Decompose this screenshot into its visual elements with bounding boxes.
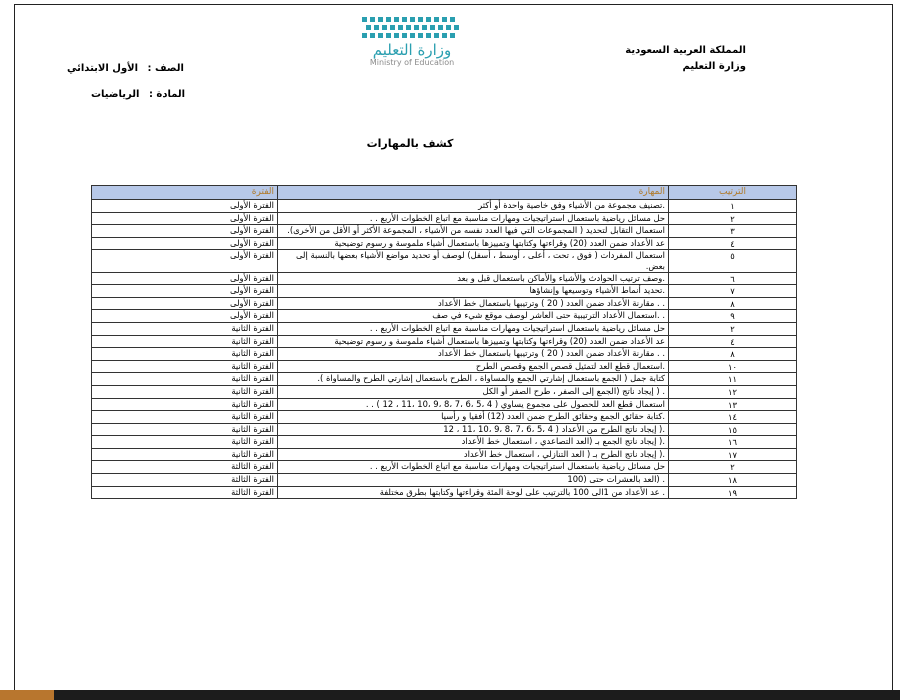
table-row — [92, 461, 797, 474]
row-period-cell: الفترة الثانية — [92, 373, 278, 386]
row-skill-cell: . ( إيجاد ناتج (الجمع إلى الصفر ، طرح الصفر أو الكل — [278, 385, 669, 398]
table-body — [92, 200, 797, 499]
page-title: كشف بالمهارات — [366, 137, 454, 150]
ministry-name: وزارة التعليم — [682, 61, 746, 72]
grade-value: الأول الابتدائي — [67, 63, 139, 74]
row-order-cell: ١٤ — [669, 411, 797, 424]
row-skill-cell: .تحديد أنماط الأشياء وتوسيعها وإنشاؤها — [278, 285, 669, 298]
ministry-logo — [337, 15, 487, 75]
row-order-cell: ٢ — [669, 322, 797, 335]
row-order-cell: ١٣ — [669, 398, 797, 411]
table-row — [92, 310, 797, 323]
row-period-cell: الفترة الأولى — [92, 310, 278, 323]
document-page — [14, 4, 893, 692]
logo-english-name: Ministry of Education — [369, 58, 455, 67]
row-skill-cell: . عد الأعداد من 1الى 100 بالترتيب على لوحة المئة وقراءتها وكتابتها بطرق مختلفة — [278, 486, 669, 499]
row-skill-cell: . . مقارنة الأعداد ضمن العدد ( 20 ) وترتيبها باستعمال خط الأعداد — [278, 297, 669, 310]
row-period-cell: الفترة الثانية — [92, 411, 278, 424]
row-order-cell: ٤ — [669, 237, 797, 250]
row-skill-cell: .وصف ترتيب الحوادث والأشياء والأماكن باستعمال قبل و بعد — [278, 272, 669, 285]
header-institution — [625, 43, 746, 75]
table-row — [92, 237, 797, 250]
row-skill-cell: استعمال التقابل لتحديد ( المجموعات التي فيها العدد نفسه من الأشياء ، المجموعة الأكثر أو الأقل من الأخرى). — [278, 225, 669, 238]
row-order-cell: ١٧ — [669, 448, 797, 461]
row-skill-cell: كتابة جمل ( الجمع باستعمال إشارتي الجمع والمساواة ، الطرح باستعمال إشارتي الطرح والمساواة ). — [278, 373, 669, 386]
row-order-cell: ١ — [669, 200, 797, 213]
row-period-cell: الفترة الثانية — [92, 423, 278, 436]
row-period-cell: الفترة الأولى — [92, 285, 278, 298]
row-period-cell: الفترة الأولى — [92, 272, 278, 285]
subject-label: المادة : — [148, 89, 186, 100]
row-period-cell: الفترة الثانية — [92, 360, 278, 373]
subject-value: الرياضيات — [91, 89, 140, 100]
row-order-cell: ١٨ — [669, 474, 797, 487]
table-row — [92, 398, 797, 411]
row-period-cell: الفترة الثانية — [92, 348, 278, 361]
row-order-cell: ١٦ — [669, 436, 797, 449]
row-skill-cell: .( إيجاد ناتج الجمع بـ (العد التصاعدي ، استعمال خط الأعداد — [278, 436, 669, 449]
row-order-cell: ٦ — [669, 272, 797, 285]
row-period-cell: الفترة الأولى — [92, 297, 278, 310]
table-row — [92, 385, 797, 398]
row-period-cell: الفترة الثالثة — [92, 461, 278, 474]
table-row — [92, 348, 797, 361]
table-row — [92, 335, 797, 348]
table-row — [92, 423, 797, 436]
row-period-cell: الفترة الأولى — [92, 212, 278, 225]
row-order-cell: ١٩ — [669, 486, 797, 499]
table-row — [92, 448, 797, 461]
row-period-cell: الفترة الثانية — [92, 398, 278, 411]
column-header-order: الترتيب — [669, 186, 797, 200]
row-skill-cell: حل مسائل رياضية باستعمال استراتيجيات ومهارات مناسبة مع اتباع الخطوات الأربع . . — [278, 461, 669, 474]
row-period-cell: الفترة الثالثة — [92, 486, 278, 499]
row-skill-cell: . (العد بالعشرات حتى (100 — [278, 474, 669, 487]
column-header-skill: المهارة — [278, 186, 669, 200]
row-skill-cell: .( إيجاد ناتج الطرح من الأعداد ( 4 ،5 ،6 ،7 ،8 ،9 ،10 ،11 ، 12 — [278, 423, 669, 436]
table-row — [92, 272, 797, 285]
country-name: المملكة العربية السعودية — [625, 45, 746, 56]
row-period-cell: الفترة الأولى — [92, 225, 278, 238]
grade-line — [67, 63, 207, 74]
row-period-cell: الفترة الأولى — [92, 237, 278, 250]
row-order-cell: ١٠ — [669, 360, 797, 373]
table-row — [92, 200, 797, 213]
table-header-row — [92, 186, 797, 200]
subject-line — [91, 89, 207, 100]
row-order-cell: ٨ — [669, 297, 797, 310]
logo-dots-icon — [352, 15, 472, 41]
table-row — [92, 486, 797, 499]
row-period-cell: الفترة الأولى — [92, 250, 278, 272]
row-skill-cell: .( إيجاد ناتج الطرح بـ ( العد التنازلي ، استعمال خط الأعداد — [278, 448, 669, 461]
row-order-cell: ٥ — [669, 250, 797, 272]
row-skill-cell: استعمال المفردات ( فوق ، تحت ، أعلى ، أوسط ، أسفل) لوصف أو تحديد مواضع الأشياء بعضها بالنسبة إلى بعض. — [278, 250, 669, 272]
logo-arabic-name: وزارة التعليم — [372, 41, 452, 59]
table-row — [92, 411, 797, 424]
row-period-cell: الفترة الثانية — [92, 448, 278, 461]
row-skill-cell: . .استعمال الأعداد الترتيبية حتى العاشر لوصف موقع شيء في صف — [278, 310, 669, 323]
row-order-cell: ١١ — [669, 373, 797, 386]
row-order-cell: ٢ — [669, 212, 797, 225]
table-row — [92, 474, 797, 487]
table-row — [92, 360, 797, 373]
skills-table — [91, 185, 797, 499]
row-order-cell: ٧ — [669, 285, 797, 298]
column-header-period: الفترة — [92, 186, 278, 200]
table-row — [92, 250, 797, 272]
table-row — [92, 436, 797, 449]
table-row — [92, 285, 797, 298]
row-skill-cell: عد الأعداد ضمن العدد (20) وقراءتها وكتابتها وتمييزها باستعمال أشياء ملموسة و رسوم توضيحية — [278, 237, 669, 250]
bottom-bar-accent — [0, 690, 54, 700]
row-skill-cell: .كتابة حقائق الجمع وحقائق الطرح ضمن العدد (12) أفقيا و رأسيا — [278, 411, 669, 424]
row-skill-cell: حل مسائل رياضية باستعمال استراتيجيات ومهارات مناسبة مع اتباع الخطوات الأربع . . — [278, 322, 669, 335]
row-order-cell: ١٢ — [669, 385, 797, 398]
table-row — [92, 297, 797, 310]
row-period-cell: الفترة الأولى — [92, 200, 278, 213]
row-skill-cell: عد الأعداد ضمن العدد (20) وقراءتها وكتابتها وتمييزها باستعمال أشياء ملموسة و رسوم توضيحية — [278, 335, 669, 348]
row-order-cell: ٣ — [669, 225, 797, 238]
row-period-cell: الفترة الثانية — [92, 335, 278, 348]
row-period-cell: الفترة الثانية — [92, 385, 278, 398]
row-skill-cell: حل مسائل رياضية باستعمال استراتيجيات ومهارات مناسبة مع اتباع الخطوات الأربع . . — [278, 212, 669, 225]
row-order-cell: ٨ — [669, 348, 797, 361]
row-order-cell: ٢ — [669, 461, 797, 474]
row-skill-cell: .تصنيف مجموعة من الأشياء وفق خاصية واحدة أو أكثر — [278, 200, 669, 213]
row-period-cell: الفترة الثانية — [92, 322, 278, 335]
row-period-cell: الفترة الثالثة — [92, 474, 278, 487]
row-skill-cell: .استعمال قطع العد لتمثيل قصص الجمع وقصص الطرح — [278, 360, 669, 373]
row-order-cell: ٩ — [669, 310, 797, 323]
table-row — [92, 225, 797, 238]
row-order-cell: ٤ — [669, 335, 797, 348]
row-skill-cell: . . مقارنة الأعداد ضمن العدد ( 20 ) وترتيبها باستعمال خط الأعداد — [278, 348, 669, 361]
row-order-cell: ١٥ — [669, 423, 797, 436]
table-row — [92, 373, 797, 386]
table-row — [92, 322, 797, 335]
window-bottom-bar — [0, 690, 900, 700]
grade-label: الصف : — [147, 63, 184, 74]
row-skill-cell: استعمال قطع العد للحصول على مجموع يساوي ( 4 ،5 ،6 ،7 ،8 ،9 ،10 ،11 ، 12 ) . . — [278, 398, 669, 411]
row-period-cell: الفترة الثانية — [92, 436, 278, 449]
table-row — [92, 212, 797, 225]
